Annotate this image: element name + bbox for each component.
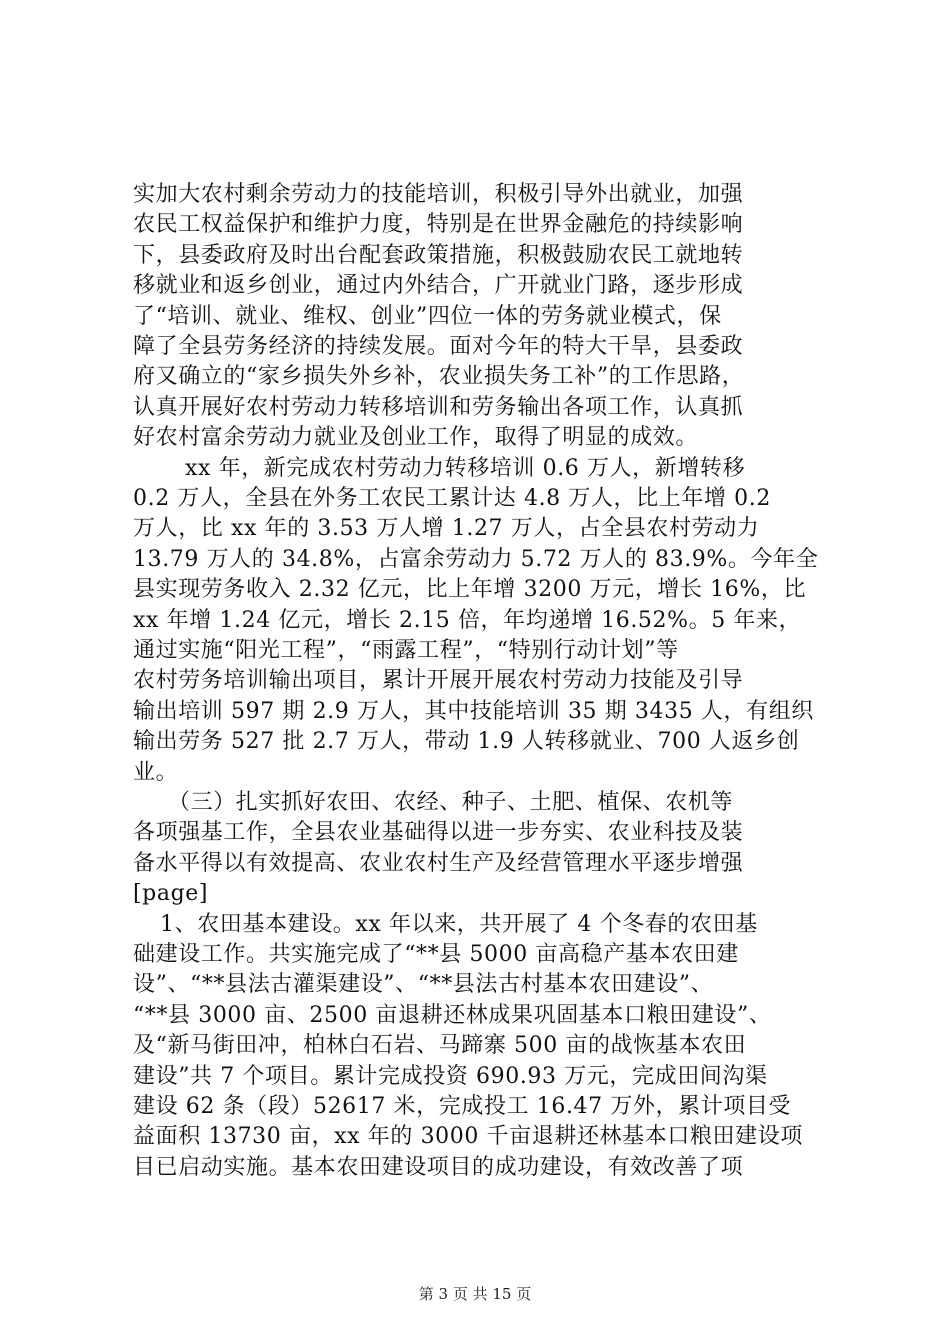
page-footer: 第 3 页 共 15 页 (418, 1285, 532, 1303)
text-line: 府又确立的“家乡损失外乡补，农业损失务工补”的工作思路， (133, 364, 745, 389)
text-line: 万人，比 xx 年的 3.53 万人增 1.27 万人，占全县农村劳动力 (133, 516, 760, 541)
text-line: 障了全县劳务经济的持续发展。面对今年的特大干旱，县委政 (133, 334, 744, 359)
text-line: 设”、“**县法古灌渠建设”、“**县法古村基本农田建设”、 (133, 972, 714, 997)
text-line: 下，县委政府及时出台配套政策措施，积极鼓励农民工就地转 (133, 243, 744, 268)
text-line: 移就业和返乡创业，通过内外结合，广开就业门路，逐步形成 (133, 273, 744, 298)
text-line: xx 年，新完成农村劳动力转移培训 0.6 万人，新增转移 (185, 456, 746, 481)
text-line: 目已启动实施。基本农田建设项目的成功建设，有效改善了项 (133, 1155, 744, 1180)
text-line: 输出劳务 527 批 2.7 万人，带动 1.9 人转移就业、700 人返乡创 (133, 729, 800, 754)
text-line: 县实现劳务收入 2.32 亿元，比上年增 3200 万元，增长 16%，比 (133, 577, 807, 602)
text-line: 益面积 13730 亩，xx 年的 3000 千亩退耕还林基本口粮田建设项 (133, 1124, 803, 1149)
text-line: 各项强基工作，全县农业基础得以进一步夯实、农业科技及装 (133, 820, 744, 845)
text-line: 及“新马街田冲，柏林白石岩、马蹄寨 500 亩的战恢基本农田 (133, 1033, 747, 1058)
text-line: 建设”共 7 个项目。累计完成投资 690.93 万元，完成田间沟渠 (133, 1064, 768, 1089)
text-line: 输出培训 597 期 2.9 万人，其中技能培训 35 期 3435 人，有组织 (133, 699, 814, 724)
text-line: xx 年增 1.24 亿元，增长 2.15 倍，年均递增 16.52%。5 年来， (133, 608, 802, 633)
text-line: 13.79 万人的 34.8%，占富余劳动力 5.72 万人的 83.9%。今年全 (133, 547, 819, 572)
text-line: “**县 3000 亩、2500 亩退耕还林成果巩固基本口粮田建设”、 (133, 1003, 772, 1028)
text-line: 0.2 万人，全县在外务工农民工累计达 4.8 万人，比上年增 0.2 (133, 486, 771, 511)
text-line: 备水平得以有效提高、农业农村生产及经营管理水平逐步增强 (133, 851, 744, 876)
text-line: 业。 (133, 760, 179, 785)
text-line: 础建设工作。共实施完成了“**县 5000 亩高稳产基本农田建 (133, 942, 739, 967)
text-line: 实加大农村剩余劳动力的技能培训，积极引导外出就业，加强 (133, 182, 744, 207)
text-line: 认真开展好农村劳动力转移培训和劳务输出各项工作，认真抓 (133, 395, 744, 420)
text-line: 农民工权益保护和维护力度，特别是在世界金融危的持续影响 (133, 212, 744, 237)
text-line: 农村劳务培训输出项目，累计开展开展农村劳动力技能及引导 (133, 668, 744, 693)
text-line: 1、农田基本建设。xx 年以来，共开展了 4 个冬春的农田基 (160, 912, 758, 937)
section-heading: （三）扎实抓好农田、农经、种子、土肥、植保、农机等 (168, 790, 734, 815)
text-line: 好农村富余劳动力就业及创业工作，取得了明显的成效。 (133, 425, 699, 450)
page-marker: [page] (133, 881, 209, 906)
text-line: 通过实施“阳光工程”，“雨露工程”，“特别行动计划”等 (133, 638, 679, 663)
text-line: 建设 62 条（段）52617 米，完成投工 16.47 万外，累计项目受 (133, 1094, 792, 1119)
text-line: 了“培训、就业、维权、创业”四位一体的劳务就业模式，保 (133, 304, 722, 329)
